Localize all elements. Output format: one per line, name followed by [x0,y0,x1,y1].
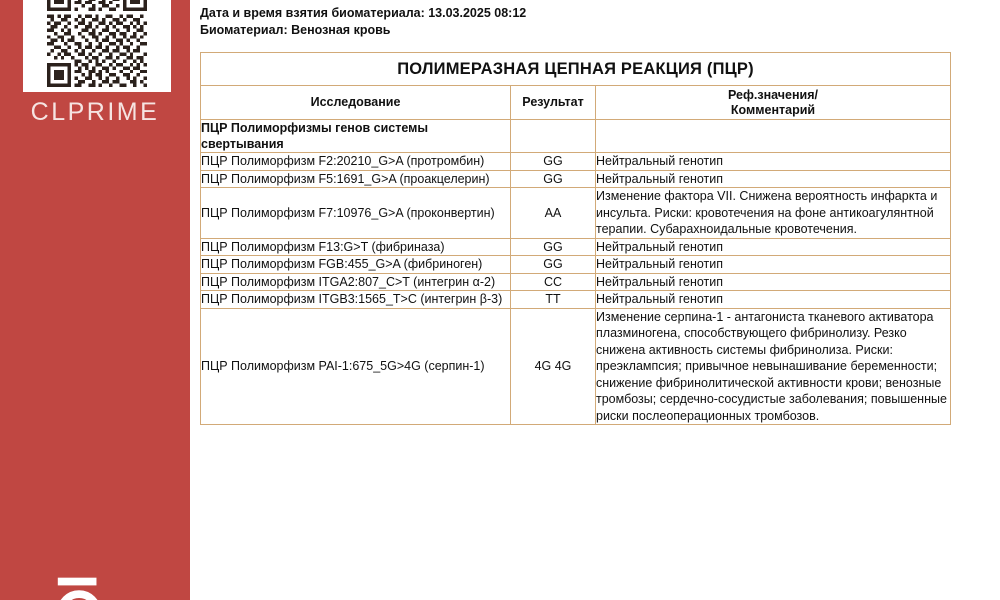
column-header-reference-line1: Реф.значения/ [727,87,818,102]
pcr-report-table [200,52,951,425]
row-study-name: ПЦР Полиморфизм F13:G>T (фибриназа) [201,238,511,256]
row-study-name: ПЦР Полиморфизм ITGB3:1565_T>C (интегрин β-3) [201,291,511,309]
row-study-name: ПЦР Полиморфизм PAI-1:675_5G>4G (серпин-1) [201,308,511,425]
table-title: ПОЛИМЕРАЗНАЯ ЦЕПНАЯ РЕАКЦИЯ (ПЦР) [201,53,951,86]
column-header-study: Исследование [201,86,511,120]
table-group-row [201,120,951,153]
qr-code-icon [28,0,166,87]
row-reference: Нейтральный генотип [596,238,951,256]
row-study-name: ПЦР Полиморфизм F7:10976_G>A (проконвертин) [201,188,511,239]
row-study-name: ПЦР Полиморфизм ITGA2:807_C>T (интегрин α-2) [201,273,511,291]
column-header-result: Результат [511,86,596,120]
row-study-name: ПЦР Полиморфизм F2:20210_G>A (протромбин) [201,153,511,171]
row-reference: Нейтральный генотип [596,256,951,274]
row-reference: Нейтральный генотип [596,170,951,188]
collection-datetime: Дата и время взятия биоматериала: 13.03.2025 08:12 [200,6,527,20]
table-row [201,273,951,291]
pcr-report-table-wrap [200,52,950,425]
biomaterial-type: Биоматериал: Венозная кровь [200,23,391,37]
row-result: GG [511,153,596,171]
table-row [201,170,951,188]
brand-name: CLPRIME [30,98,160,126]
sample-meta [200,5,960,39]
row-reference: Изменение серпина-1 - антагониста тканевого активатора плазминогена, способствующего фибринолизу. Резко снижена активность системы фибринолиза. Риски: преэклампсия; привычное невынашивание беременности; снижение фибринолитической активности крови; венозные тромбозы; сердечно-сосудистые заболевания; повышенные риски послеоперационных тромбозов. [596,308,951,425]
group-result-empty [511,120,596,153]
row-study-name: ПЦР Полиморфизм FGB:455_G>A (фибриноген) [201,256,511,274]
row-result: 4G 4G [511,308,596,425]
column-header-reference [596,86,951,120]
column-header-reference-line2: Комментарий [730,102,816,117]
qr-code-card [23,0,171,92]
row-result: GG [511,256,596,274]
clprime-mark-icon [52,568,110,600]
table-row [201,238,951,256]
row-reference: Нейтральный генотип [596,273,951,291]
row-result: CC [511,273,596,291]
table-row [201,188,951,239]
group-label: ПЦР Полиморфизмы генов системы свертывания [201,120,511,153]
table-row [201,256,951,274]
row-result: AA [511,188,596,239]
table-row [201,308,951,425]
row-result: GG [511,170,596,188]
row-result: TT [511,291,596,309]
row-reference: Изменение фактора VII. Снижена вероятность инфаркта и инсульта. Риски: кровотечения на фоне антикоагулянтной терапии. Субарахноидальные кровотечения. [596,188,951,239]
row-reference: Нейтральный генотип [596,153,951,171]
table-row [201,153,951,171]
row-study-name: ПЦР Полиморфизм F5:1691_G>A (проакцелерин) [201,170,511,188]
row-result: GG [511,238,596,256]
group-reference-empty [596,120,951,153]
table-title-row [201,53,951,86]
table-header-row [201,86,951,120]
row-reference: Нейтральный генотип [596,291,951,309]
table-row [201,291,951,309]
brand-sidebar [0,0,190,600]
